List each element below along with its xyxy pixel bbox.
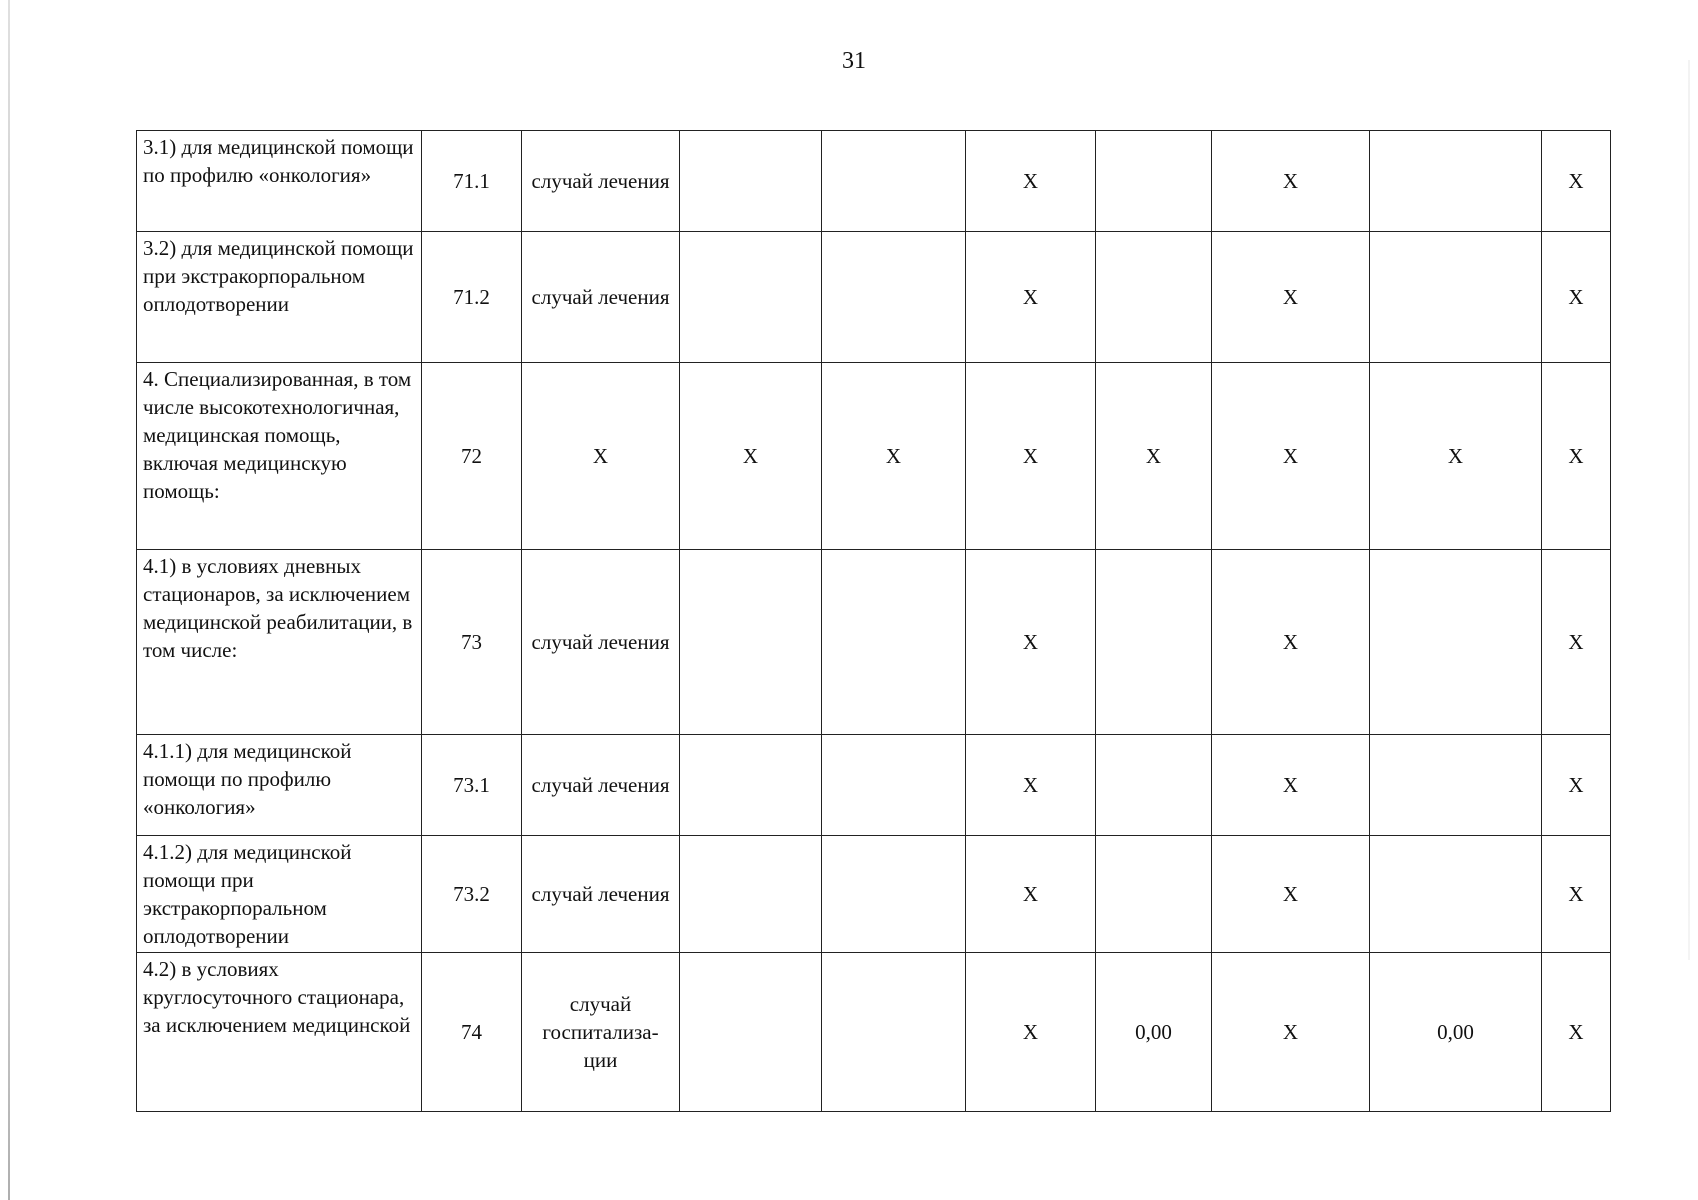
cell-col10: Х bbox=[1542, 550, 1611, 735]
cell-col10: Х bbox=[1542, 735, 1611, 836]
cell-col9 bbox=[1370, 735, 1542, 836]
cell-col6: Х bbox=[966, 953, 1096, 1112]
cell-col8: Х bbox=[1212, 735, 1370, 836]
cell-col7 bbox=[1096, 735, 1212, 836]
table-row bbox=[137, 953, 1611, 1112]
table-row bbox=[137, 836, 1611, 953]
cell-col8: Х bbox=[1212, 550, 1370, 735]
cell-col6: Х bbox=[966, 550, 1096, 735]
cell-col10: Х bbox=[1542, 953, 1611, 1112]
row-unit: Х bbox=[522, 363, 680, 550]
cell-col4 bbox=[680, 735, 822, 836]
cell-col8: Х bbox=[1212, 131, 1370, 232]
table-row bbox=[137, 735, 1611, 836]
cell-col4: Х bbox=[680, 363, 822, 550]
cell-col5: Х bbox=[822, 363, 966, 550]
row-unit: случай лечения bbox=[522, 550, 680, 735]
row-code: 73.1 bbox=[422, 735, 522, 836]
table-row bbox=[137, 232, 1611, 363]
page-number: 31 bbox=[842, 48, 866, 74]
cell-col7 bbox=[1096, 550, 1212, 735]
row-unit: случай лечения bbox=[522, 232, 680, 363]
cell-col10: Х bbox=[1542, 363, 1611, 550]
cell-col10: Х bbox=[1542, 131, 1611, 232]
cell-col7: 0,00 bbox=[1096, 953, 1212, 1112]
cell-col9 bbox=[1370, 550, 1542, 735]
cell-col9: 0,00 bbox=[1370, 953, 1542, 1112]
cell-col7: Х bbox=[1096, 363, 1212, 550]
row-name: 3.2) для медицинской помощи при экстракорпоральном оплодотворении bbox=[137, 232, 422, 363]
cell-col6: Х bbox=[966, 836, 1096, 953]
cell-col10: Х bbox=[1542, 836, 1611, 953]
cell-col9 bbox=[1370, 836, 1542, 953]
cell-col5 bbox=[822, 953, 966, 1112]
data-table bbox=[136, 130, 1611, 1112]
cell-col8: Х bbox=[1212, 836, 1370, 953]
row-name: 4.2) в условиях круглосуточного стационара, за исключением медицинской bbox=[137, 953, 422, 1112]
cell-col4 bbox=[680, 131, 822, 232]
cell-col7 bbox=[1096, 836, 1212, 953]
row-name: 4. Специализированная, в том числе высокотехнологичная, медицинская помощь, включая медицинскую помощь: bbox=[137, 363, 422, 550]
cell-col5 bbox=[822, 735, 966, 836]
cell-col8: Х bbox=[1212, 953, 1370, 1112]
cell-col5 bbox=[822, 836, 966, 953]
cell-col5 bbox=[822, 232, 966, 363]
scan-edge-right bbox=[1688, 60, 1690, 960]
row-code: 71.2 bbox=[422, 232, 522, 363]
cell-col4 bbox=[680, 953, 822, 1112]
row-unit: случай лечения bbox=[522, 836, 680, 953]
cell-col10: Х bbox=[1542, 232, 1611, 363]
row-code: 72 bbox=[422, 363, 522, 550]
row-name: 3.1) для медицинской помощи по профилю «онкология» bbox=[137, 131, 422, 232]
table-row bbox=[137, 550, 1611, 735]
row-unit: случай госпитализа-ции bbox=[522, 953, 680, 1112]
cell-col6: Х bbox=[966, 735, 1096, 836]
row-code: 71.1 bbox=[422, 131, 522, 232]
cell-col6: Х bbox=[966, 232, 1096, 363]
cell-col5 bbox=[822, 131, 966, 232]
row-unit: случай лечения bbox=[522, 735, 680, 836]
row-code: 73 bbox=[422, 550, 522, 735]
row-name: 4.1) в условиях дневных стационаров, за исключением медицинской реабилитации, в том числе: bbox=[137, 550, 422, 735]
cell-col9 bbox=[1370, 131, 1542, 232]
cell-col9 bbox=[1370, 232, 1542, 363]
scan-edge-left bbox=[8, 0, 10, 1200]
table-row bbox=[137, 131, 1611, 232]
cell-col9: Х bbox=[1370, 363, 1542, 550]
cell-col7 bbox=[1096, 131, 1212, 232]
cell-col7 bbox=[1096, 232, 1212, 363]
cell-col4 bbox=[680, 836, 822, 953]
cell-col8: Х bbox=[1212, 363, 1370, 550]
cell-col8: Х bbox=[1212, 232, 1370, 363]
row-name: 4.1.1) для медицинской помощи по профилю «онкология» bbox=[137, 735, 422, 836]
cell-col5 bbox=[822, 550, 966, 735]
row-name: 4.1.2) для медицинской помощи при экстракорпоральном оплодотворении bbox=[137, 836, 422, 953]
row-unit: случай лечения bbox=[522, 131, 680, 232]
cell-col4 bbox=[680, 232, 822, 363]
row-code: 74 bbox=[422, 953, 522, 1112]
cell-col6: Х bbox=[966, 131, 1096, 232]
cell-col4 bbox=[680, 550, 822, 735]
table-row bbox=[137, 363, 1611, 550]
row-code: 73.2 bbox=[422, 836, 522, 953]
cell-col6: Х bbox=[966, 363, 1096, 550]
